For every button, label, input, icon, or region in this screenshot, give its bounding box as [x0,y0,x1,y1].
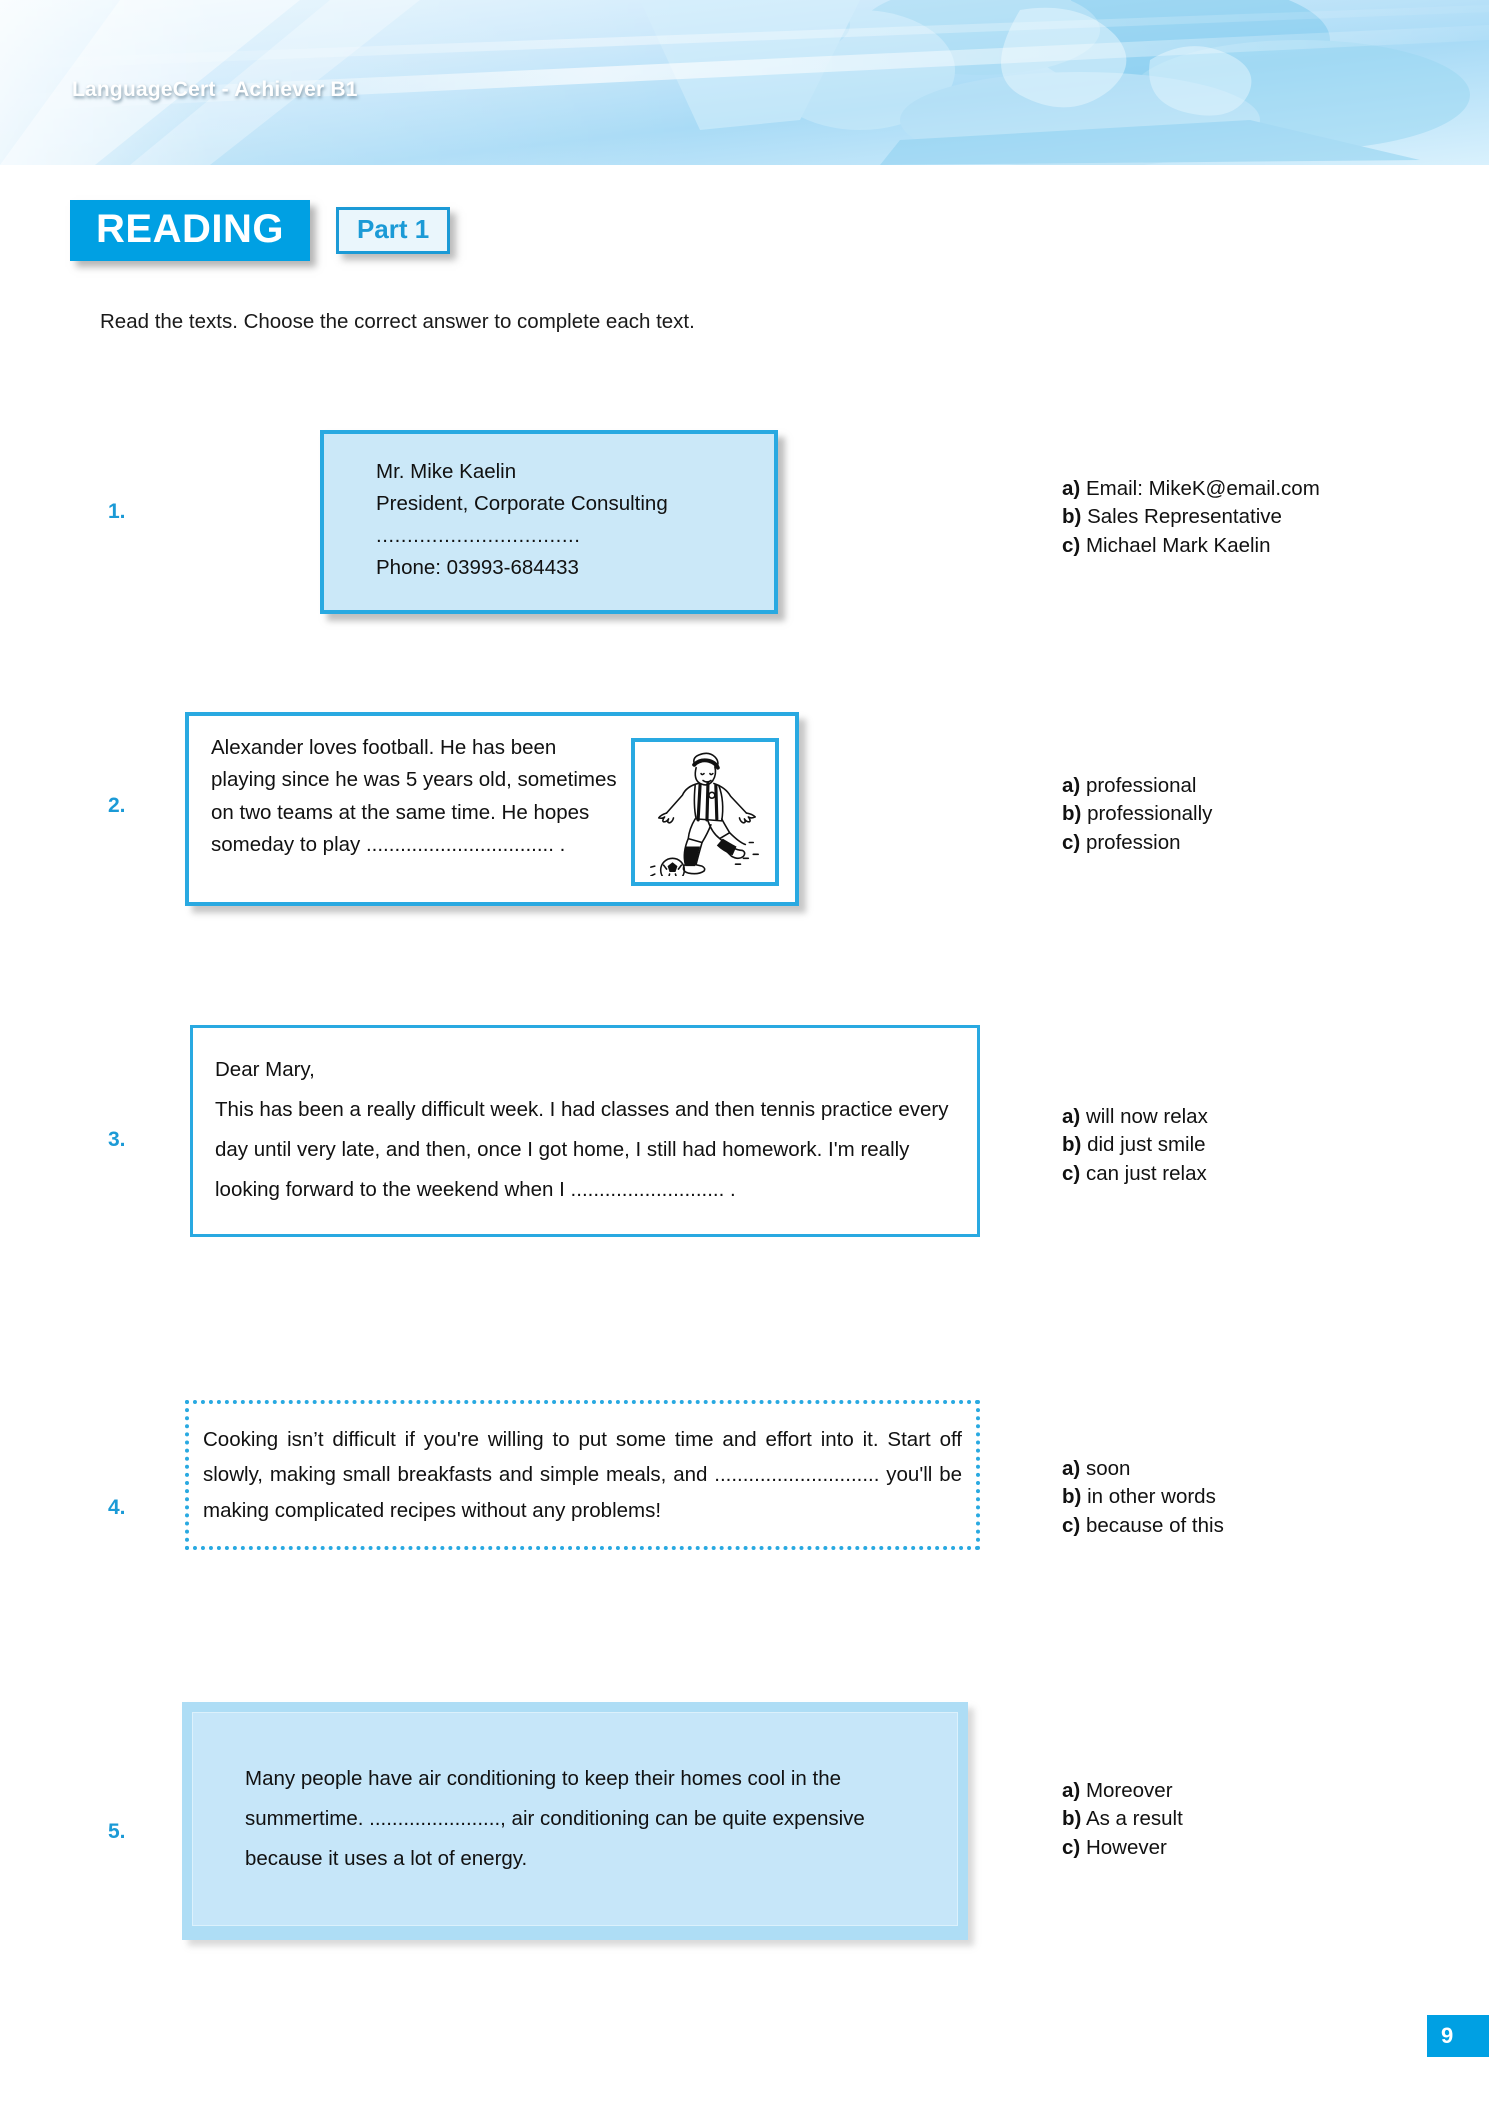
option-1b-letter: b) [1062,505,1082,529]
football-player-drawing [631,738,779,886]
question-1-options [1062,475,1320,560]
q5-text: Many people have air conditioning to keep their homes cool in the summertime. ......................., air conditioning can be quite expensive because it uses a lot of energy. [245,1767,865,1870]
option-3b-letter: b) [1062,1133,1082,1157]
option-3b[interactable] [1062,1131,1208,1159]
section-title-row [70,200,450,261]
option-5c-letter: c) [1062,1835,1081,1859]
option-5c[interactable] [1062,1834,1183,1862]
option-5c-text: However [1085,1835,1167,1859]
section-reading-badge: READING [70,200,310,261]
q2-text: Alexander loves football. He has been playing since he was 5 years old, sometimes on two teams at the same time. He hopes someday to play ................................. . [211,736,617,857]
option-4b-letter: b) [1062,1485,1082,1509]
option-5b[interactable] [1062,1805,1183,1833]
option-2b[interactable] [1062,800,1212,828]
option-2b-letter: b) [1062,802,1082,826]
question-2-text-card [185,712,799,906]
question-number-3: 3. [108,1128,126,1151]
question-5-frame [182,1702,968,1940]
option-5a[interactable] [1062,1777,1183,1805]
option-5b-text: As a result [1085,1807,1183,1831]
option-3a[interactable] [1062,1103,1208,1131]
option-3c-text: can just relax [1085,1161,1207,1185]
question-2 [0,712,1489,912]
option-4a-text: soon [1085,1457,1131,1480]
q3-body: This has been a really difficult week. I had classes and then tennis practice every day until very late, and then, once I got home, I still had homework. I'm really looking forward to the weekend when I ........................... . [215,1097,949,1201]
option-3a-text: will now relax [1085,1105,1208,1128]
option-2a[interactable] [1062,772,1212,800]
question-number-4: 4. [108,1496,126,1519]
question-number-1: 1. [108,500,126,523]
q1-line-2: President, Corporate Consulting [376,491,668,515]
page-header-banner [0,0,1489,165]
question-1-text-card [320,430,778,614]
option-1b-text: Sales Representative [1087,505,1282,529]
option-5b-letter: b) [1062,1807,1082,1831]
page-number-badge: 9 [1427,2015,1489,2057]
option-4a-letter: a) [1062,1457,1081,1480]
question-3-text-card [190,1025,980,1237]
question-5-options [1062,1777,1183,1862]
option-1c-text: Michael Mark Kaelin [1085,533,1271,557]
option-4b-text: in other words [1087,1485,1216,1509]
option-4c-text: because of this [1085,1513,1224,1537]
option-2a-letter: a) [1062,774,1081,797]
option-4c-letter: c) [1062,1513,1081,1537]
option-1c[interactable] [1062,532,1320,560]
option-2b-text: professionally [1087,802,1213,826]
option-3a-letter: a) [1062,1105,1081,1128]
question-5 [0,1702,1489,1952]
question-3-options [1062,1103,1208,1188]
section-part-badge: Part 1 [336,207,450,254]
option-5a-letter: a) [1062,1779,1081,1802]
option-3c[interactable] [1062,1160,1208,1188]
option-4a[interactable] [1062,1455,1224,1483]
option-4b[interactable] [1062,1483,1224,1511]
q3-salutation: Dear Mary, [215,1058,315,1081]
option-3b-text: did just smile [1087,1133,1206,1157]
option-1c-letter: c) [1062,533,1081,557]
football-player-icon [641,748,769,876]
instruction-text: Read the texts. Choose the correct answer to complete each text. [100,310,695,333]
q1-line-1: Mr. Mike Kaelin [376,460,517,483]
question-2-options [1062,772,1212,857]
question-number-2: 2. [108,794,126,817]
question-4-options [1062,1455,1224,1540]
q4-text: Cooking isn’t difficult if you're willing to put some time and effort into it. Start off slowly, making small breakfasts and simple meals, and ............................. you'll be making complicated recipes without any problems! [203,1428,962,1522]
option-5a-text: Moreover [1085,1779,1173,1802]
question-1 [0,430,1489,630]
option-3c-letter: c) [1062,1161,1081,1185]
option-1a-text: Email: MikeK@email.com [1085,477,1320,500]
q1-line-4: Phone: 03993-684433 [376,555,579,579]
option-1a-letter: a) [1062,477,1081,500]
question-3 [0,1025,1489,1265]
header-title: LanguageCert - Achiever B1 [72,78,358,101]
option-2c-letter: c) [1062,830,1081,854]
q1-blank-dots: ................................. [376,523,581,547]
question-4-text-card [185,1400,980,1550]
option-4c[interactable] [1062,1512,1224,1540]
option-2c[interactable] [1062,829,1212,857]
question-number-5: 5. [108,1820,126,1843]
option-1a[interactable] [1062,475,1320,503]
option-2c-text: profession [1085,830,1181,854]
option-1b[interactable] [1062,503,1320,531]
question-4 [0,1400,1489,1600]
option-2a-text: professional [1085,774,1197,797]
question-5-text-card [192,1712,958,1926]
